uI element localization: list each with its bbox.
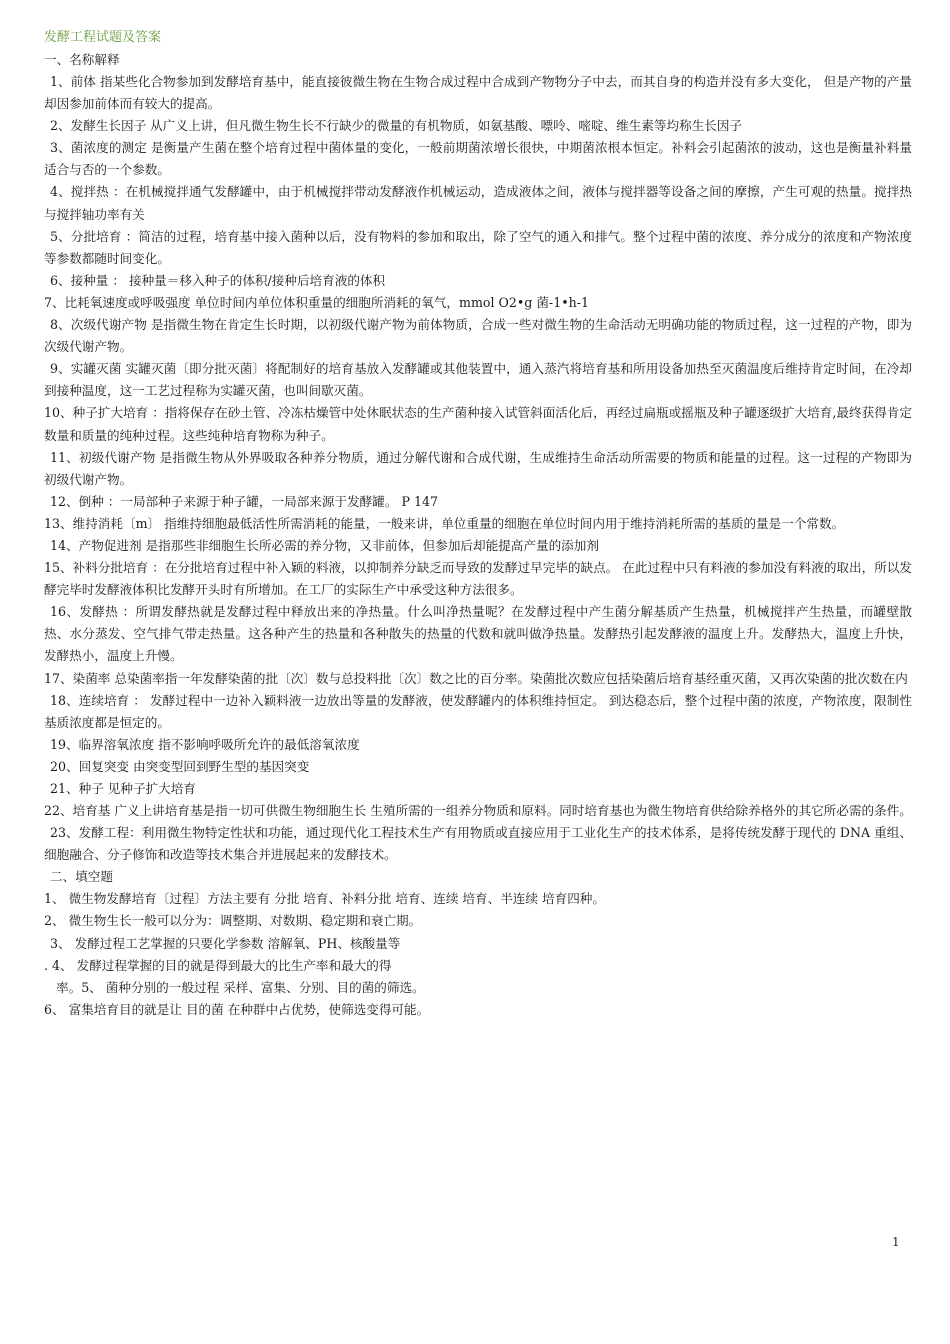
document-title: 发酵工程试题及答案 bbox=[44, 30, 162, 45]
definition-item: 18、连续培育 ： 发酵过程中一边补入颖料液一边放出等量的发酵液，使发酵罐内的体积维持恒定。 到达稳态后，整个过程中菌的浓度，产物浓度，限制性基质浓度都是恒定的。 bbox=[44, 692, 912, 730]
fill-item: 2、 微生物生长一般可以分为：调整期、对数期、稳定期和衰亡期。 bbox=[44, 913, 422, 929]
definition-item: 2、发酵生长因子 从广义上讲，但凡微生物生长不行缺少的微量的有机物质，如氨基酸、嘌呤、嘧啶、维生素等均称生长因子 bbox=[50, 118, 743, 134]
definition-item: 17、染菌率 总染菌率指一年发酵染菌的批〔次〕数与总投料批〔次〕数之比的百分率。染菌批次数应包括染菌后培育基经重灭菌，又再次染菌的批次数在内 bbox=[44, 670, 908, 686]
fill-item: 6、 富集培育目的就是让 目的菌 在种群中占优势，使筛选变得可能。 bbox=[44, 1001, 430, 1017]
definition-item: 16、发酵热 ：所谓发酵热就是发酵过程中释放出来的净热量。什么叫净热量呢？在发酵过程中产生菌分解基质产生热量，机械搅拌产生热量，而罐壁散热、水分蒸发、空气排气带走热量。这各种产生的热量和各种散失的热量的代数和就叫做净热量。发酵热引起发酵液的温度上升。发酵热大，温度上升快，发酵热小，温度上升慢。 bbox=[44, 604, 912, 664]
page-number: 1 bbox=[892, 1235, 900, 1249]
fill-item: 1、 微生物发酵培育〔过程〕方法主要有 分批 培育、补料分批 培育、连续 培育、半连续 培育四种。 bbox=[44, 891, 605, 907]
definition-item: 20、回复突变 由突变型回到野生型的基因突变 bbox=[50, 758, 310, 774]
definition-item: 15、补料分批培育 ：在分批培育过程中补入颖的料液，以抑制养分缺乏而导致的发酵过早完毕的缺点。 在此过程中只有料液的参加没有料液的取出，所以发酵完毕时发酵液体积比发酵开头时有所增加。在工厂的实际生产中承受这种方法很多。 bbox=[44, 560, 912, 598]
document-body bbox=[44, 27, 912, 1021]
section-heading-definitions: 一、名称解释 bbox=[44, 52, 120, 67]
definition-item: 7、比耗氧速度或呼吸强度 单位时间内单位体积重量的细胞所消耗的氧气，mmol O2•g 菌-1•h-1 bbox=[44, 294, 590, 310]
definition-item: 22、培育基 广义上讲培育基是指一切可供微生物细胞生长 生殖所需的一组养分物质和原料。同时培育基也为微生物培育供给除养格外的其它所必需的条件。 bbox=[44, 803, 912, 819]
fill-item: 率。5、 菌种分别的一般过程 采样、富集、分别、目的菌的筛选。 bbox=[56, 979, 425, 995]
fill-item: . 4、 发酵过程掌握的目的就是得到最大的比生产率和最大的得 bbox=[44, 957, 392, 973]
definition-item: 12、倒种 ：一局部种子来源于种子罐，一局部来源于发酵罐。 P 147 bbox=[50, 493, 438, 509]
definition-item: 21、种子 见种子扩大培育 bbox=[50, 781, 196, 796]
definition-item: 8、次级代谢产物 是指微生物在肯定生长时期，以初级代谢产物为前体物质，合成一些对微生物的生命活动无明确功能的物质过程，这一过程的产物，即为次级代谢产物。 bbox=[44, 317, 912, 355]
definition-item: 9、实罐灭菌 实罐灭菌〔即分批灭菌〕将配制好的培育基放入发酵罐或其他装置中，通入蒸汽将培育基和所用设备加热至灭菌温度后维持肯定时间，在冷却到接种温度，这一工艺过程称为实罐灭菌，也叫间歇灭菌。 bbox=[44, 361, 912, 399]
fill-item: 3、 发酵过程工艺掌握的只要化学参数 溶解氧、PH、核酸量等 bbox=[50, 935, 401, 951]
section-heading-fill-blanks: 二、填空题 bbox=[50, 869, 113, 885]
definition-item: 14、产物促进剂 是指那些非细胞生长所必需的养分物，又非前体，但参加后却能提高产量的添加剂 bbox=[50, 537, 599, 553]
definition-item: 19、临界溶氧浓度 指不影响呼吸所允许的最低溶氧浓度 bbox=[50, 736, 360, 752]
definition-item: 13、维持消耗〔m〕 指维持细胞最低活性所需消耗的能量，一般来讲，单位重量的细胞在单位时间内用于维持消耗所需的基质的量是一个常数。 bbox=[44, 515, 845, 531]
definition-item: 5、分批培育 ：简洁的过程，培育基中接入菌种以后，没有物料的参加和取出，除了空气的通入和排气。整个过程中菌的浓度、养分成分的浓度和产物浓度等参数都随时间变化。 bbox=[44, 228, 912, 266]
definition-item: 4、搅拌热 ：在机械搅拌通气发酵罐中，由于机械搅拌带动发酵液作机械运动，造成液体之间，液体与搅拌器等设备之间的摩擦，产生可观的热量。搅拌热与搅拌轴功率有关 bbox=[44, 184, 912, 222]
definition-item: 10、种子扩大培育 ：指将保存在砂土管、冷冻枯燥管中处休眠状态的生产菌种接入试管斜面活化后，再经过扁瓶或摇瓶及种子罐逐级扩大培育,最终获得肯定数量和质量的纯种过程。这些纯种培育物称为种子。 bbox=[44, 405, 912, 443]
definition-item: 6、接种量 ： 接种量＝移入种子的体积/接种后培育液的体积 bbox=[50, 272, 386, 288]
definition-item: 1、前体 指某些化合物参加到发酵培育基中，能直接彼微生物在生物合成过程中合成到产物物分子中去，而其自身的构造并没有多大变化， 但是产物的产量却因参加前体而有较大的提高。 bbox=[44, 74, 912, 112]
definition-item: 3、菌浓度的测定 是衡量产生菌在整个培育过程中菌体量的变化，一般前期菌浓增长很快，中期菌浓根本恒定。补料会引起菌浓的波动，这也是衡量补料量适合与否的一个参数。 bbox=[44, 140, 912, 178]
definition-item: 23、发酵工程：利用微生物特定性状和功能，通过现代化工程技术生产有用物质或直接应用于工业化生产的技术体系，是将传统发酵于现代的 DNA 重组、细胞融合、分子修饰和改造等技术集合并进展起来的发酵技术。 bbox=[44, 825, 912, 863]
definition-item: 11、初级代谢产物 是指微生物从外界吸取各种养分物质，通过分解代谢和合成代谢，生成维持生命活动所需要的物质和能量的过程。这一过程的产物即为初级代谢产物。 bbox=[44, 449, 912, 487]
